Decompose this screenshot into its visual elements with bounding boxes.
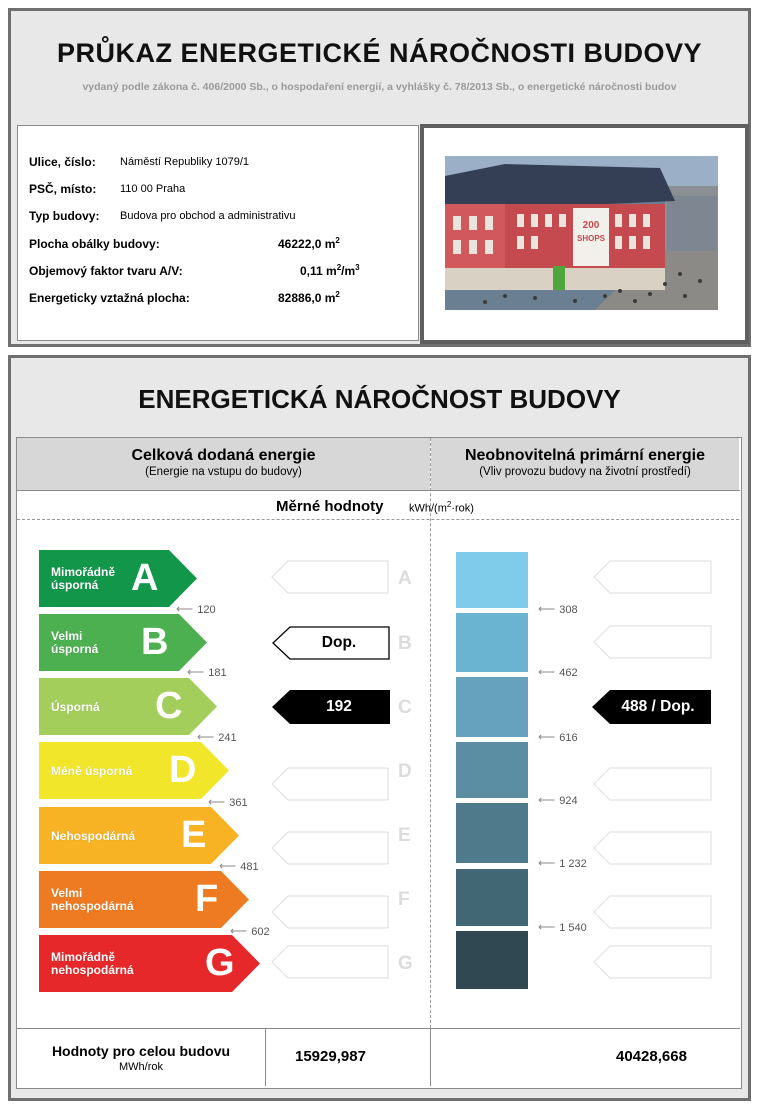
psc-value: 110 00 Praha	[120, 183, 186, 195]
threshold-e: ⟵ 481	[219, 859, 259, 873]
primary-swatch-g	[456, 931, 528, 989]
class-g-label: Mimořádně nehospodárná	[51, 950, 134, 977]
class-band-c	[39, 678, 217, 735]
class-band-b	[39, 614, 207, 671]
primary-swatch-d	[456, 742, 528, 798]
primary-threshold-d: ⟵ 924	[538, 793, 578, 807]
page-title: PRŮKAZ ENERGETICKÉ NÁROČNOSTI BUDOVY	[56, 38, 703, 68]
class-band-g	[39, 935, 260, 992]
totals-label: Hodnoty pro celou budovu	[51, 1043, 231, 1059]
reference-area-label: Energeticky vztažná plocha:	[29, 291, 190, 305]
primary-threshold-f: ⟵ 1 540	[538, 920, 587, 934]
primary-swatch-a	[456, 552, 528, 608]
class-band-f	[39, 871, 249, 928]
class-d-letter: D	[169, 749, 197, 791]
page-subtitle: vydaný podle zákona č. 406/2000 Sb., o hospodaření energií, a vyhlášky č. 78/2013 Sb., o energetické náročnosti budov	[82, 81, 677, 93]
footer-col-divider-2	[430, 1028, 431, 1086]
class-a-letter: A	[131, 557, 159, 599]
ghost-letter-c: C	[398, 697, 412, 718]
primary-swatch-c	[456, 677, 528, 737]
primary-threshold-b: ⟵ 462	[538, 665, 578, 679]
column-divider	[430, 438, 431, 1028]
class-d-label: Méně úsporná	[51, 764, 133, 778]
ghost-letter-g: G	[398, 953, 413, 974]
delivered-energy-subtitle: (Energie na vstupu do budovy)	[145, 466, 302, 478]
building-type-value: Budova pro obchod a administrativu	[120, 210, 296, 222]
delivered-energy-total: 15929,987	[295, 1048, 366, 1065]
envelope-area-value: 46222,0 $m^2$	[278, 236, 340, 251]
threshold-f: ⟵ 602	[230, 924, 270, 938]
primary-energy-title: Neobnovitelná primární energie	[464, 447, 706, 464]
building-type-label: Typ budovy:	[29, 209, 100, 223]
class-g-letter: G	[205, 942, 235, 984]
specific-values-label: Měrné hodnoty	[276, 498, 384, 515]
class-band-d	[39, 742, 229, 799]
ghost-letter-b: B	[398, 633, 412, 654]
primary-swatch-e	[456, 803, 528, 863]
primary-swatch-b	[456, 613, 528, 672]
ghost-letter-d: D	[398, 761, 412, 782]
class-b-label: Velmi úsporná	[51, 629, 99, 656]
totals-unit: MWh/rok	[119, 1061, 163, 1073]
footer-divider	[16, 1028, 740, 1029]
primary-threshold-e: ⟵ 1 232	[538, 856, 587, 870]
footer-col-divider-1	[265, 1028, 266, 1086]
primary-energy-subtitle: (Vliv provozu budovy na životní prostředí)	[479, 466, 691, 478]
primary-energy-value: 488 / Dop.	[621, 698, 695, 715]
threshold-b: ⟵ 181	[187, 665, 227, 679]
class-c-label: Úsporná	[51, 700, 100, 714]
class-b-letter: B	[141, 621, 169, 663]
building-photo	[445, 156, 718, 310]
primary-threshold-a: ⟵ 308	[538, 602, 578, 616]
ghost-letter-f: F	[398, 889, 410, 910]
class-c-letter: C	[155, 685, 183, 727]
street-value: Náměstí Republiky 1079/1	[120, 156, 250, 168]
street-label: Ulice, číslo:	[29, 155, 96, 169]
svg-text:SHOPS: SHOPS	[576, 234, 606, 243]
delivered-energy-value: 192	[326, 698, 352, 715]
class-f-letter: F	[195, 878, 219, 920]
class-e-letter: E	[181, 814, 207, 856]
shape-factor-label: Objemový faktor tvaru A/V:	[29, 264, 183, 278]
threshold-d: ⟵ 361	[208, 795, 248, 809]
class-a-label: Mimořádně úsporná	[51, 565, 116, 592]
class-f-label: Velmi nehospodárná	[51, 886, 134, 913]
threshold-c: ⟵ 241	[197, 730, 237, 744]
primary-threshold-c: ⟵ 616	[538, 730, 578, 744]
ghost-markers-left	[270, 560, 390, 980]
primary-energy-total: 40428,668	[616, 1048, 687, 1065]
threshold-a: ⟵ 120	[176, 602, 216, 616]
shape-factor-value: 0,11 $m^2/m^3$	[300, 263, 360, 278]
psc-label: PSČ, místo:	[29, 182, 97, 196]
class-band-e	[39, 807, 239, 864]
header-divider	[16, 490, 740, 491]
delivered-energy-header	[17, 438, 430, 490]
specific-values-units: kWh/$(m^2\cdot rok)$	[409, 500, 474, 515]
recommended-marker-label: Dop.	[321, 634, 357, 651]
specific-values-divider	[17, 519, 739, 520]
ghost-letter-e: E	[398, 825, 411, 846]
ghost-markers-right	[592, 560, 714, 980]
envelope-area-label: Plocha obálky budovy:	[29, 237, 160, 251]
class-e-label: Nehospodárná	[51, 829, 136, 843]
delivered-energy-title: Celková dodaná energie	[131, 447, 316, 464]
primary-swatch-f	[456, 869, 528, 926]
ghost-letter-a: A	[398, 568, 412, 589]
reference-area-value: 82886,0 $m^2$	[278, 290, 340, 305]
class-band-a	[39, 550, 197, 607]
svg-text:200: 200	[582, 220, 600, 231]
primary-energy-header	[431, 438, 739, 490]
section-title: ENERGETICKÁ NÁROČNOST BUDOVY	[138, 384, 621, 414]
